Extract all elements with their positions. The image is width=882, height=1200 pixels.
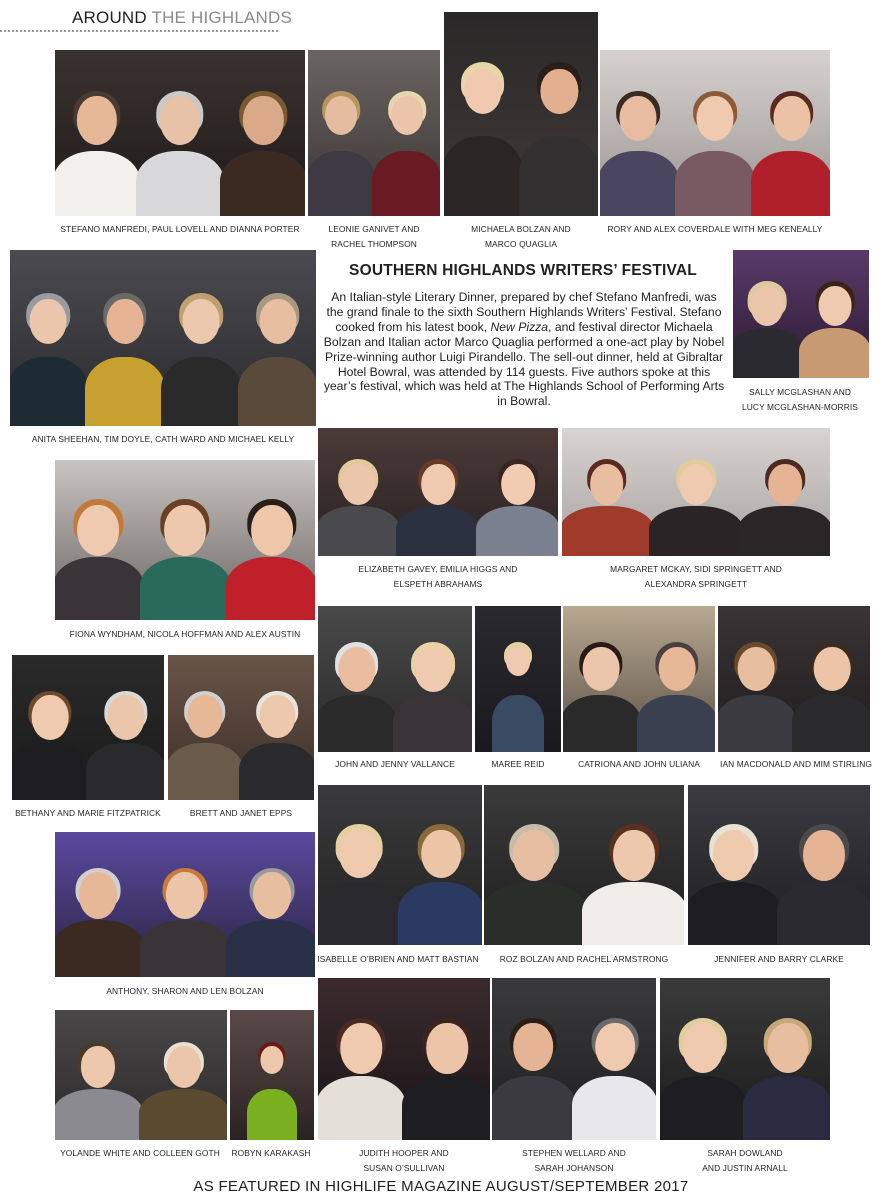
caption: STEFANO MANFREDI, PAUL LOVELL AND DIANNA PORTER — [60, 224, 300, 234]
person-figure — [563, 632, 641, 752]
person-figure — [743, 1007, 830, 1140]
person-figure — [393, 632, 472, 752]
person-figure — [600, 80, 679, 216]
event-photo — [660, 978, 830, 1140]
person-figure — [220, 80, 305, 216]
caption: LEONIE GANIVET AND RACHEL THOMPSON — [328, 224, 420, 249]
person-figure — [688, 814, 781, 945]
caption: JUDITH HOOPER AND SUSAN O’SULLIVAN — [359, 1148, 449, 1173]
person-figure — [140, 858, 231, 977]
caption: FIONA WYNDHAM, NICOLA HOFFMAN AND ALEX AUSTIN — [69, 629, 301, 639]
person-figure — [396, 451, 480, 556]
article-title: SOUTHERN HIGHLANDS WRITERS’ FESTIVAL — [349, 262, 697, 279]
caption: SARAH DOWLAND AND JUSTIN ARNALL — [702, 1148, 788, 1173]
person-figure — [55, 858, 144, 977]
caption: ELIZABETH GAVEY, EMILIA HIGGS AND ELSPETH ABRAHAMS — [358, 564, 518, 589]
person-figure — [637, 632, 715, 752]
article-body: An Italian-style Literary Dinner, prepared by chef Stefano Manfredi, was the grand finale to the sixth Southern Highlands Writers’ Festival. Stefano cooked from his latest book, New Pizza, and festival director Michaela Bolzan and Italian actor Marco Quaglia performed a one-act play by Nobel Prize-winning author Luigi Pirandello. The sell-out dinner, held at Gibraltar Hotel Bowral, was attended by 114 guests. Five authors spoke at this year’s festival, which was held at The Highlands School of Performing Arts in Bowral. — [323, 290, 725, 409]
event-photo — [562, 428, 830, 556]
person-figure — [136, 80, 224, 216]
event-photo — [318, 978, 490, 1140]
person-figure — [10, 282, 88, 426]
event-photo — [563, 606, 715, 752]
caption: STEPHEN WELLARD AND SARAH JOHANSON — [522, 1148, 626, 1173]
caption: YOLANDE WHITE AND COLLEEN GOTH — [60, 1148, 220, 1158]
event-photo — [10, 250, 316, 426]
caption: ANITA SHEEHAN, TIM DOYLE, CATH WARD AND MICHAEL KELLY — [31, 434, 295, 444]
caption: JENNIFER AND BARRY CLARKE — [714, 954, 844, 964]
person-figure — [718, 632, 796, 752]
person-figure — [484, 814, 587, 945]
event-photo — [168, 655, 314, 800]
person-figure — [649, 451, 743, 556]
person-figure — [519, 49, 598, 216]
event-photo — [55, 1010, 227, 1140]
caption: ISABELLE O’BRIEN AND MATT BASTIAN — [317, 954, 479, 964]
event-photo — [318, 606, 472, 752]
person-figure — [738, 451, 830, 556]
event-photo — [444, 12, 598, 216]
event-photo — [475, 606, 561, 752]
person-figure — [239, 681, 314, 800]
person-figure — [582, 814, 685, 945]
person-figure — [476, 451, 558, 556]
person-figure — [751, 80, 830, 216]
person-figure — [55, 1033, 143, 1140]
event-photo — [55, 460, 315, 620]
event-photo — [318, 785, 482, 945]
person-figure — [140, 489, 231, 620]
person-figure — [572, 1007, 656, 1140]
section-header-part2: THE HIGHLANDS — [151, 8, 293, 27]
person-figure — [777, 814, 870, 945]
person-figure — [799, 273, 869, 378]
caption: ANTHONY, SHARON AND LEN BOLZAN — [106, 986, 264, 996]
footer-credit: AS FEATURED IN HIGHLIFE MAGAZINE AUGUST/SEPTEMBER 2017 — [193, 1178, 689, 1195]
event-photo — [492, 978, 656, 1140]
event-photo — [55, 832, 315, 977]
person-figure — [12, 681, 90, 800]
person-figure — [402, 1007, 490, 1140]
person-figure — [318, 632, 397, 752]
person-figure — [168, 681, 243, 800]
caption: ROZ BOLZAN AND RACHEL ARMSTRONG — [499, 954, 669, 964]
person-figure — [318, 1007, 406, 1140]
book-title: New Pizza — [490, 319, 549, 334]
caption: MAREE REID — [491, 759, 545, 769]
person-figure — [247, 1033, 297, 1140]
person-figure — [660, 1007, 747, 1140]
person-figure — [492, 632, 544, 752]
caption: SALLY MCGLASHAN AND LUCY MCGLASHAN-MORRIS — [742, 387, 858, 412]
event-photo — [318, 428, 558, 556]
person-figure — [318, 814, 402, 945]
event-photo — [600, 50, 830, 216]
person-figure — [562, 451, 654, 556]
caption: JOHN AND JENNY VALLANCE — [335, 759, 455, 769]
section-header — [72, 8, 292, 28]
person-figure — [226, 858, 315, 977]
person-figure — [86, 681, 164, 800]
person-figure — [372, 80, 440, 216]
section-header-part1: AROUND — [72, 8, 147, 27]
person-figure — [238, 282, 316, 426]
event-photo — [688, 785, 870, 945]
person-figure — [675, 80, 756, 216]
person-figure — [85, 282, 165, 426]
person-figure — [444, 49, 523, 216]
caption: BETHANY AND MARIE FITZPATRICK — [15, 808, 161, 818]
person-figure — [55, 489, 144, 620]
event-photo — [718, 606, 870, 752]
caption: IAN MACDONALD AND MIM STIRLING — [720, 759, 872, 769]
person-figure — [492, 1007, 576, 1140]
event-photo — [230, 1010, 314, 1140]
person-figure — [139, 1033, 227, 1140]
event-photo — [55, 50, 305, 216]
event-photo — [733, 250, 869, 378]
person-figure — [161, 282, 241, 426]
person-figure — [55, 80, 140, 216]
event-photo — [12, 655, 164, 800]
person-figure — [398, 814, 482, 945]
person-figure — [226, 489, 315, 620]
person-figure — [733, 273, 803, 378]
person-figure — [792, 632, 870, 752]
caption: ROBYN KARAKASH — [231, 1148, 311, 1158]
caption: RORY AND ALEX COVERDALE WITH MEG KENEALLY — [607, 224, 823, 234]
person-figure — [318, 451, 400, 556]
caption: BRETT AND JANET EPPS — [189, 808, 293, 818]
caption: MICHAELA BOLZAN AND MARCO QUAGLIA — [471, 224, 571, 249]
event-photo — [308, 50, 440, 216]
caption: CATRIONA AND JOHN ULIANA — [578, 759, 700, 769]
event-photo — [484, 785, 684, 945]
header-dotted-rule — [0, 30, 278, 32]
person-figure — [308, 80, 376, 216]
caption: MARGARET MCKAY, SIDI SPRINGETT AND ALEXANDRA SPRINGETT — [610, 564, 782, 589]
